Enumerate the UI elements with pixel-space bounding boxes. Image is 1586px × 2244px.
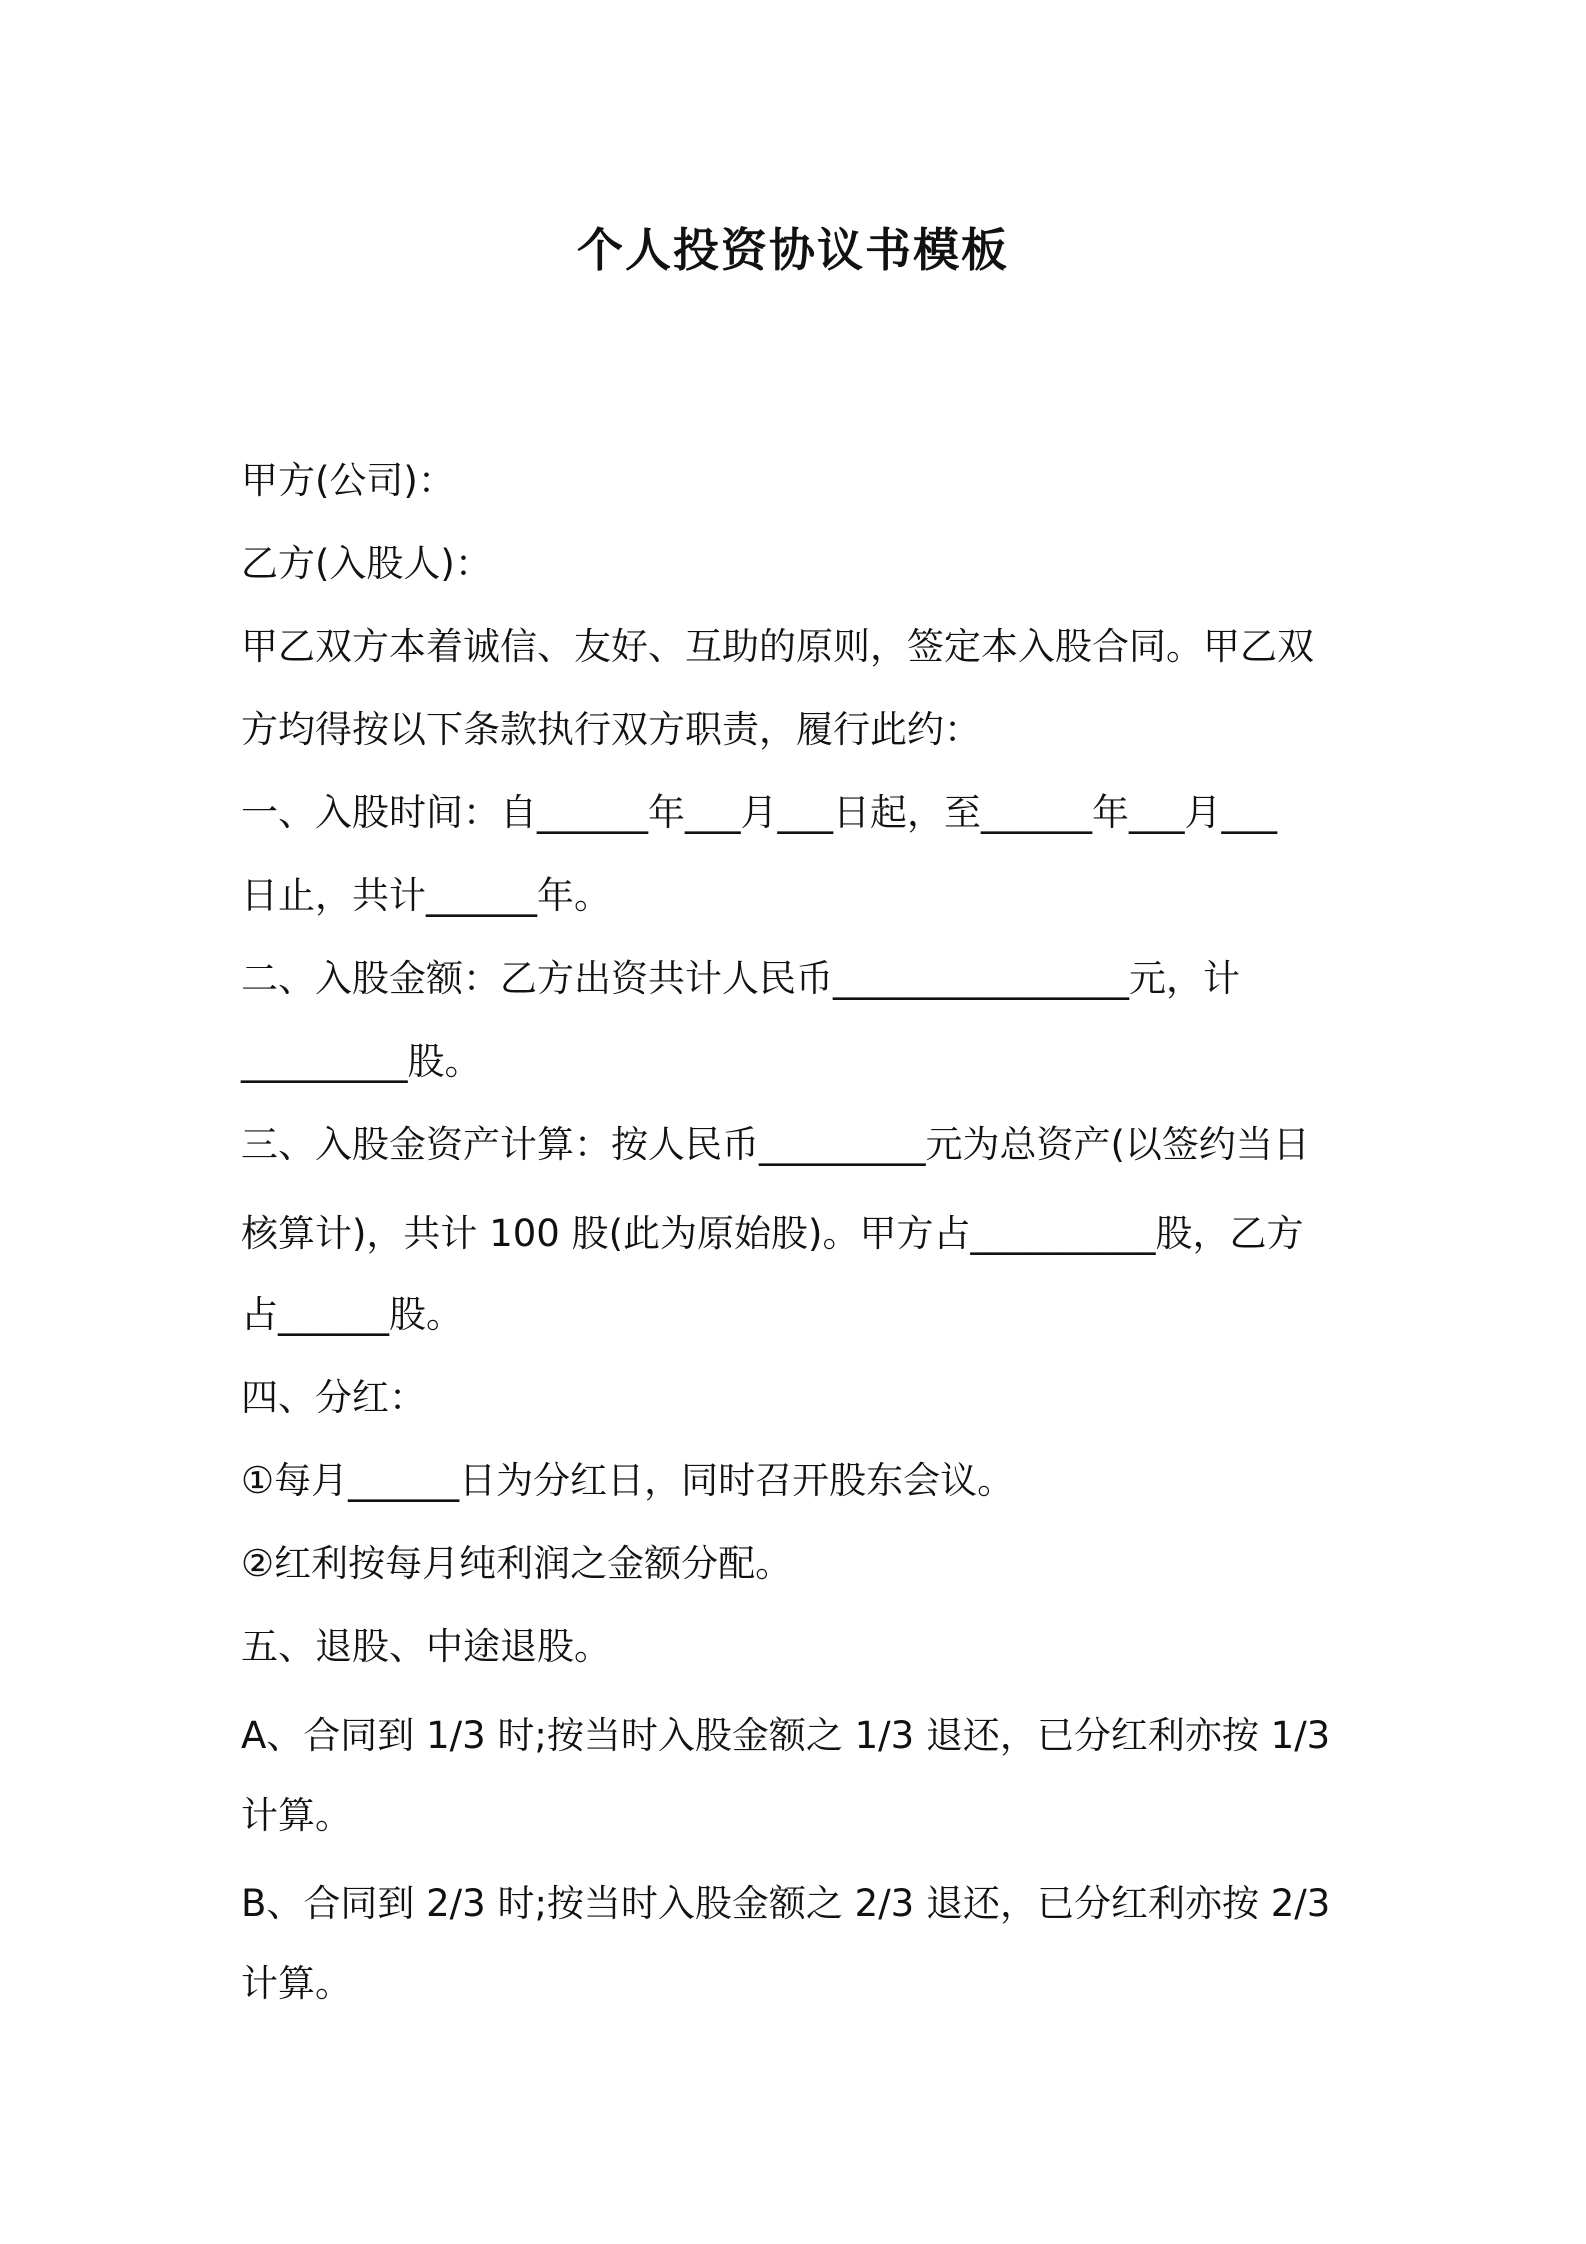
clause-1-line-1: 一、入股时间：自______年___月___日起，至______年___月___ — [241, 791, 1277, 834]
clause-2-line-1: 二、入股金额：乙方出资共计人民币________________元，计 — [241, 957, 1240, 1000]
party-b-line: 乙方(入股人)： — [241, 542, 492, 585]
party-a-line: 甲方(公司)： — [241, 459, 455, 502]
clause-5-b-line-1: B、合同到 2/3 时;按当时入股金额之 2/3 退还，已分红利亦按 2/3 — [241, 1882, 1331, 1925]
clause-4-heading: 四、分红： — [241, 1376, 426, 1419]
clause-3-line-3: 占______股。 — [241, 1293, 463, 1336]
clause-5-a-line-2: 计算。 — [241, 1794, 352, 1837]
clause-4-item-1: ①每月______日为分红日，同时召开股东会议。 — [241, 1459, 1015, 1502]
clause-1-line-2: 日止，共计______年。 — [241, 874, 611, 917]
clause-5-a-line-1: A、合同到 1/3 时;按当时入股金额之 1/3 退还，已分红利亦按 1/3 — [241, 1714, 1331, 1757]
clause-5-heading: 五、退股、中途退股。 — [241, 1625, 611, 1668]
preamble-line-1: 甲乙双方本着诚信、友好、互助的原则，签定本入股合同。甲乙双 — [241, 625, 1314, 668]
document-title: 个人投资协议书模板 — [577, 223, 1009, 277]
clause-5-b-line-2: 计算。 — [241, 1962, 352, 2005]
clause-3-line-2: 核算计)，共计 100 股(此为原始股)。甲方占__________股，乙方 — [241, 1212, 1304, 1255]
clause-3-line-1: 三、入股金资产计算：按人民币_________元为总资产(以签约当日 — [241, 1123, 1310, 1166]
clause-2-line-2: _________股。 — [241, 1040, 482, 1083]
preamble-line-2: 方均得按以下条款执行双方职责，履行此约： — [241, 708, 981, 751]
clause-4-item-2: ②红利按每月纯利润之金额分配。 — [241, 1542, 793, 1585]
